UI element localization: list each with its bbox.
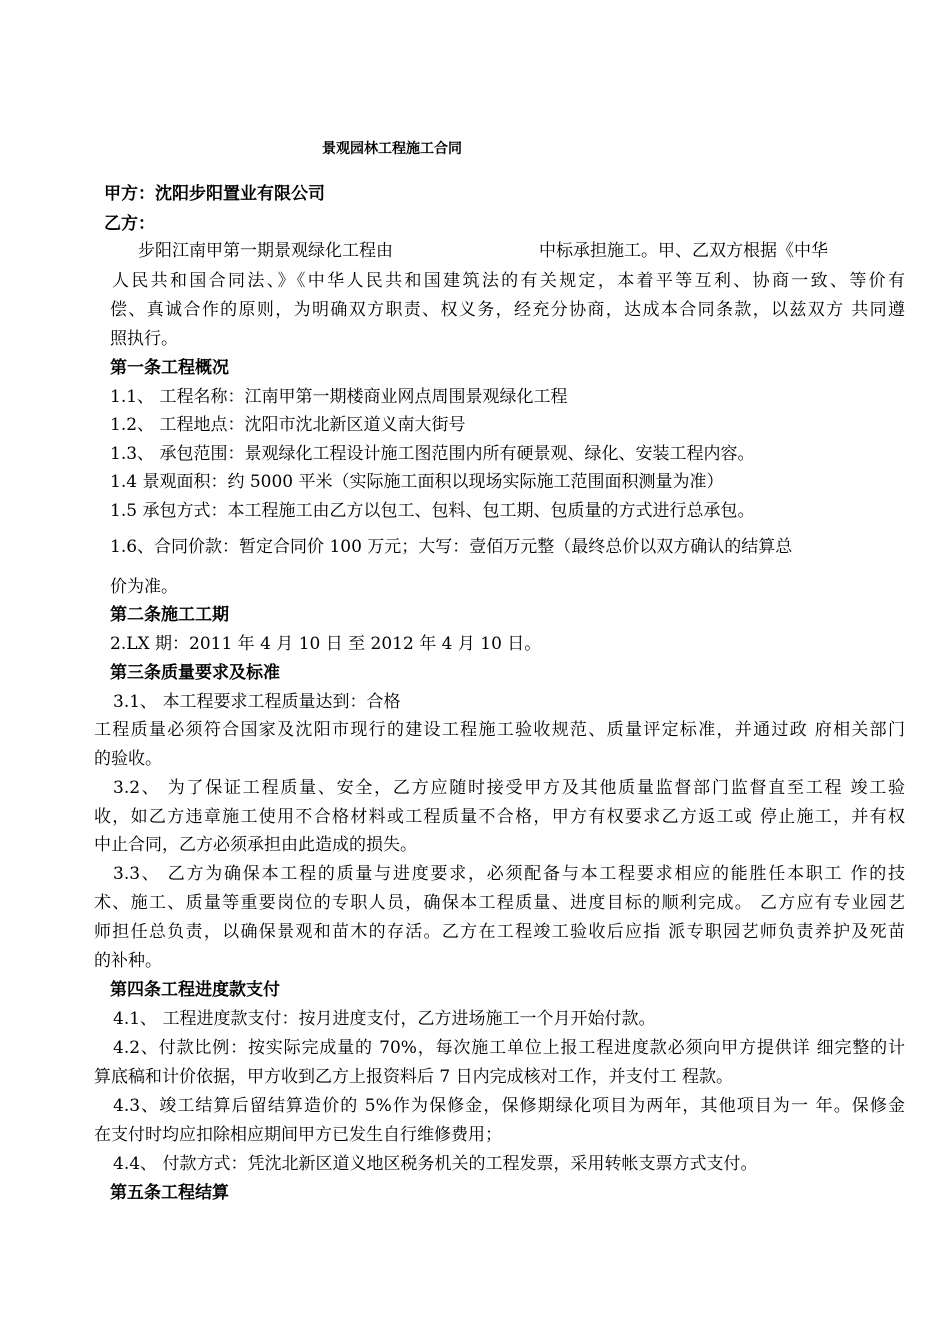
section-5-heading: 第五条工程结算 — [110, 1183, 229, 1203]
para-3-1b: 的验收。 — [94, 749, 162, 769]
item-1-6a: 1.6、合同价款：暂定合同价 100 万元；大写：壹佰万元整（最终总价以双方确认的结算总 — [110, 537, 793, 557]
party-a: 甲方：沈阳步阳置业有限公司 — [104, 184, 325, 204]
section-3-heading: 第三条质量要求及标准 — [110, 663, 280, 683]
para-3-1a: 工程质量必须符合国家及沈阳市现行的建设工程施工验收规范、质量评定标准，并通过政 府相关部门 — [94, 720, 905, 740]
item-4-4: 4.4、 付款方式：凭沈北新区道义地区税务机关的工程发票，采用转帐支票方式支付。 — [113, 1154, 758, 1174]
item-3-3c: 师担任总负责，以确保景观和苗木的存活。乙方在工程竣工验收后应指 派专职园艺师负责养护及死苗 — [94, 922, 905, 942]
item-1-3: 1.3、 承包范围：景观绿化工程设计施工图范围内所有硬景观、绿化、安装工程内容。 — [110, 444, 755, 464]
intro-line-4: 照执行。 — [110, 329, 178, 349]
item-1-2: 1.2、 工程地点：沈阳市沈北新区道义南大街号 — [110, 415, 466, 435]
party-b: 乙方： — [104, 214, 155, 234]
item-1-6b: 价为准。 — [110, 577, 178, 597]
document-title: 景观园林工程施工合同 — [322, 141, 462, 157]
item-4-2b: 算底稿和计价依据，甲方收到乙方上报资料后 7 日内完成核对工作，并支付工 程款。 — [94, 1067, 734, 1087]
intro-line-3: 偿、真诚合作的原则，为明确双方职责、权义务，经充分协商，达成本合同条款，以兹双方 共同遵 — [110, 300, 905, 320]
item-3-3b: 术、施工、质量等重要岗位的专职人员，确保本工程质量、进度目标的顺利完成。 乙方应有专业园艺 — [94, 893, 905, 913]
item-3-2c: 中止合同，乙方必须承担由此造成的损失。 — [94, 835, 417, 855]
intro-line-1a: 步阳江南甲第一期景观绿化工程由 — [138, 241, 393, 261]
item-3-2a: 3.2、 为了保证工程质量、安全，乙方应随时接受甲方及其他质量监督部门监督直至工程 竣工验 — [113, 778, 905, 798]
intro-line-1b: 中标承担施工。甲、乙双方根据《中华 — [539, 241, 828, 261]
section-4-heading: 第四条工程进度款支付 — [110, 980, 280, 1000]
item-2-1: 2.LX 期：2011 年 4 月 10 日 至 2012 年 4 月 10 日。 — [110, 634, 542, 654]
item-3-3a: 3.3、 乙方为确保本工程的质量与进度要求，必须配备与本工程要求相应的能胜任本职工 作的技 — [113, 864, 905, 884]
item-3-3d: 的补种。 — [94, 951, 162, 971]
item-1-1: 1.1、 工程名称：江南甲第一期楼商业网点周围景观绿化工程 — [110, 387, 568, 407]
item-1-5: 1.5 承包方式：本工程施工由乙方以包工、包料、包工期、包质量的方式进行总承包。 — [110, 501, 755, 521]
item-3-1: 3.1、 本工程要求工程质量达到：合格 — [113, 692, 401, 712]
item-1-4: 1.4 景观面积：约 5000 平米（实际施工面积以现场实际施工范围面积测量为准） — [110, 472, 724, 492]
intro-line-2: 人民共和国合同法、》《中华人民共和国建筑法的有关规定，本着平等互利、协商一致、等价有 — [112, 271, 905, 291]
item-4-3a: 4.3、竣工结算后留结算造价的 5%作为保修金，保修期绿化项目为两年，其他项目为一 年。保修金 — [113, 1096, 905, 1116]
item-3-2b: 收，如乙方违章施工使用不合格材料或工程质量不合格，甲方有权要求乙方返工或 停止施工，并有权 — [94, 807, 905, 827]
section-1-heading: 第一条工程概况 — [110, 358, 229, 378]
item-4-2a: 4.2、付款比例：按实际完成量的 70%，每次施工单位上报工程进度款必须向甲方提供详 细完整的计 — [113, 1038, 905, 1058]
item-4-3b: 在支付时均应扣除相应期间甲方已发生自行维修费用； — [94, 1125, 502, 1145]
item-4-1: 4.1、 工程进度款支付：按月进度支付，乙方进场施工一个月开始付款。 — [113, 1009, 656, 1029]
section-2-heading: 第二条施工工期 — [110, 605, 229, 625]
